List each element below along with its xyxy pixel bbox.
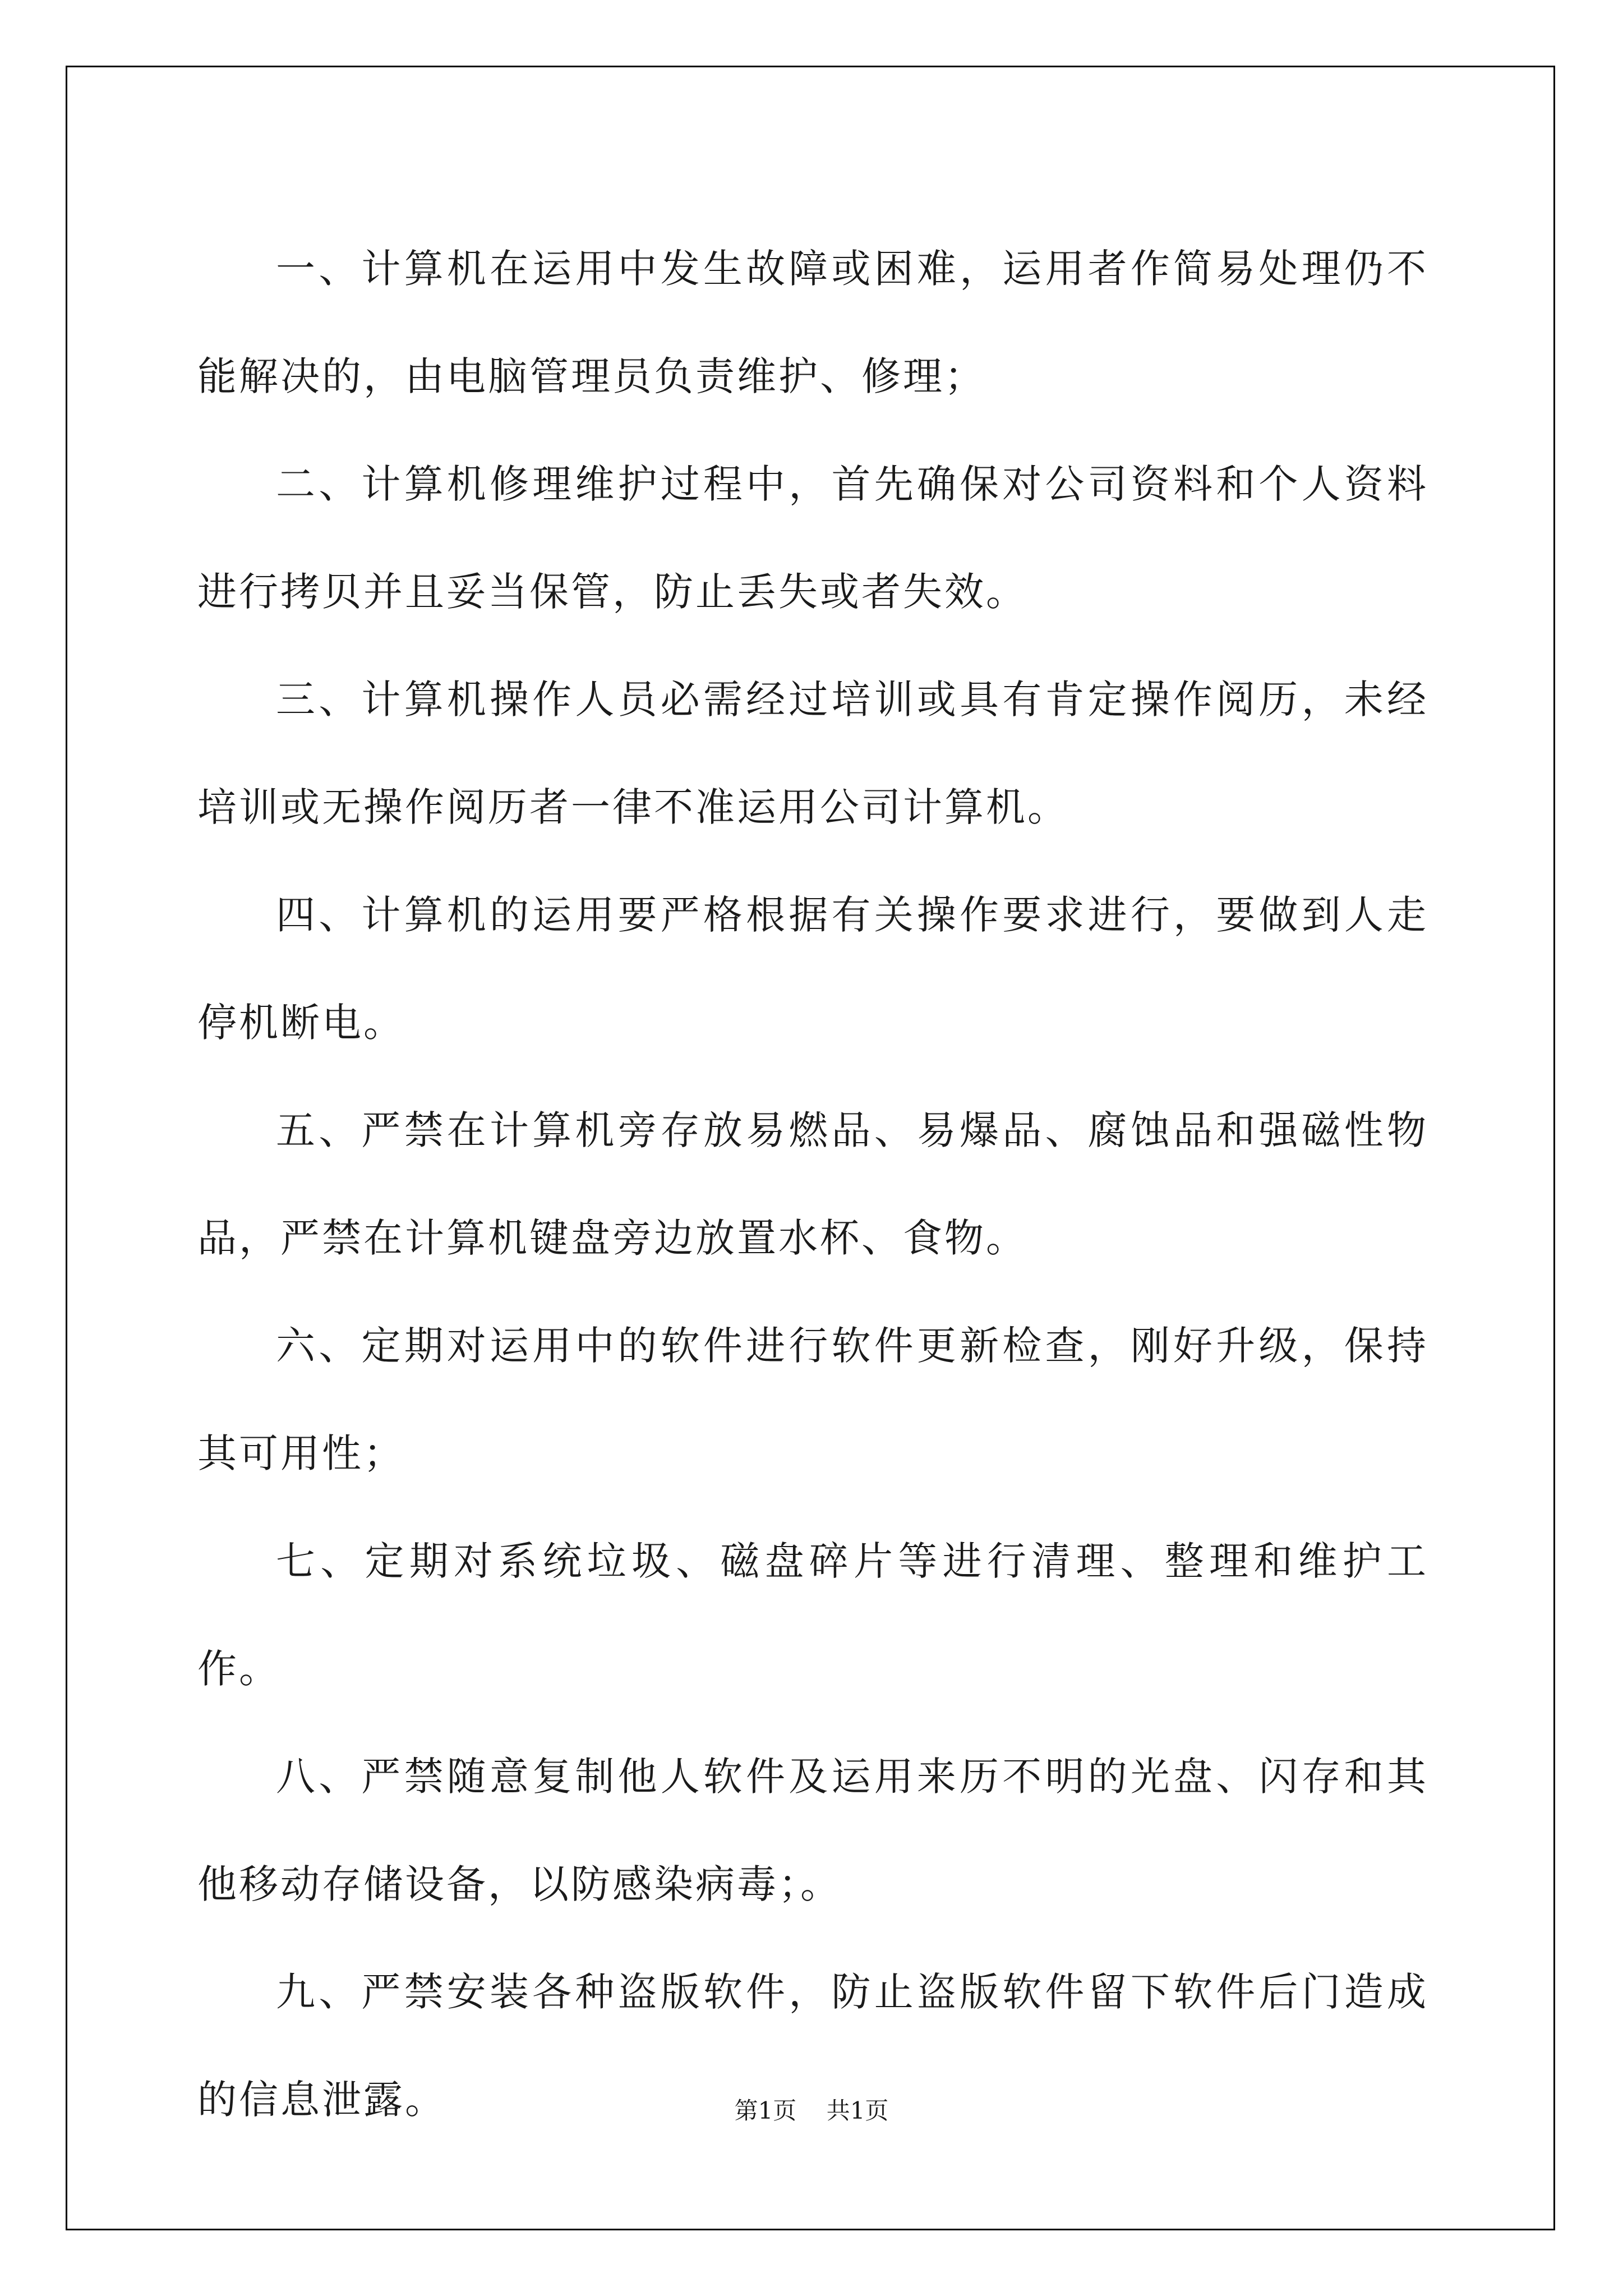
paragraph-1: 一、计算机在运用中发生故障或困难，运用者作简易处理仍不能解决的，由电脑管理员负责维护、修理；	[197, 246, 1428, 399]
paragraph-4: 四、计算机的运用要严格根据有关操作要求进行，要做到人走停机断电。	[197, 892, 1428, 1046]
paragraph-9: 九、严禁安装各种盗版软件，防止盗版软件留下软件后门造成的信息泄露。	[197, 1969, 1428, 2123]
paragraph-6: 六、定期对运用中的软件进行软件更新检查，刚好升级，保持其可用性；	[197, 1323, 1428, 1476]
paragraph-2: 二、计算机修理维护过程中，首先确保对公司资料和个人资料进行拷贝并且妥当保管，防止丢失或者失效。	[197, 461, 1428, 615]
page-footer	[0, 2092, 1623, 2126]
paragraph-3: 三、计算机操作人员必需经过培训或具有肯定操作阅历，未经培训或无操作阅历者一律不准运用公司计算机。	[197, 677, 1428, 830]
paragraph-8: 八、严禁随意复制他人软件及运用来历不明的光盘、闪存和其他移动存储设备，以防感染病毒；。	[197, 1754, 1428, 1907]
page-number-total: 共1页	[826, 2097, 889, 2124]
footer-gap	[796, 2097, 826, 2124]
document-body	[197, 215, 1428, 2154]
paragraph-7: 七、定期对系统垃圾、磁盘碎片等进行清理、整理和维护工作。	[197, 1538, 1428, 1692]
paragraph-5: 五、严禁在计算机旁存放易燃品、易爆品、腐蚀品和强磁性物品，严禁在计算机键盘旁边放置水杯、食物。	[197, 1107, 1428, 1261]
page-number-current: 第1页	[734, 2097, 797, 2124]
